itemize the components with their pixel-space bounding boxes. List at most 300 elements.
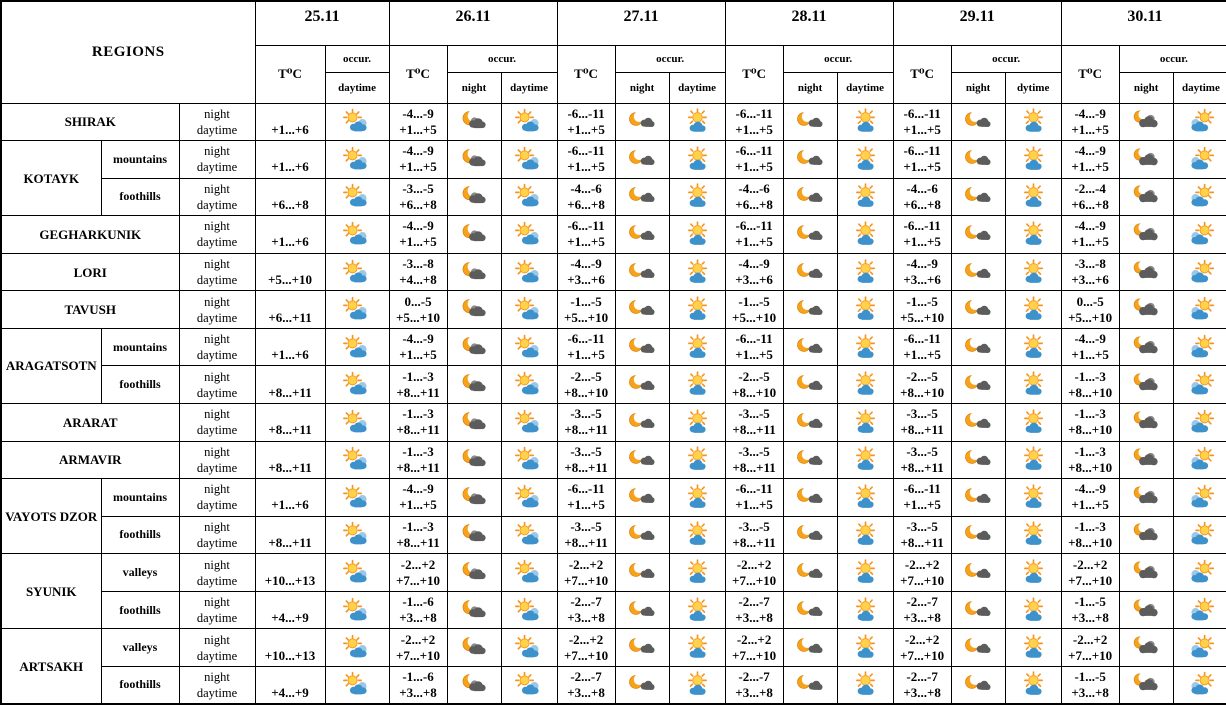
sun-clouds-icon bbox=[513, 671, 546, 698]
temp-29-11: -6...-11 +1...+5 bbox=[893, 328, 951, 366]
temp-29-11: -6...-11 +1...+5 bbox=[893, 479, 951, 517]
subregion-name: mountains bbox=[101, 328, 179, 366]
night-weather-cell bbox=[615, 366, 669, 404]
moon-cloud-icon bbox=[794, 484, 827, 511]
table-row bbox=[1, 291, 1226, 329]
time-of-day-labels: night daytime bbox=[179, 629, 255, 667]
temp-col-header: T⁰C bbox=[255, 45, 325, 103]
sun-clouds-icon bbox=[513, 146, 546, 173]
moon-cloud-icon bbox=[794, 409, 827, 436]
daytime-weather-cell bbox=[1173, 404, 1226, 442]
time-of-day-labels: night daytime bbox=[179, 666, 255, 704]
time-of-day-labels: night daytime bbox=[179, 366, 255, 404]
sun-clouds-2-icon bbox=[1184, 146, 1217, 173]
temp-26-11: -2...+2 +7...+10 bbox=[389, 554, 447, 592]
daytime-weather-cell bbox=[1173, 141, 1226, 179]
temp-28-11: -1...-5 +5...+10 bbox=[725, 291, 783, 329]
sun-cloud-icon bbox=[681, 409, 714, 436]
sun-clouds-2-icon bbox=[1184, 296, 1217, 323]
sun-cloud-icon bbox=[681, 296, 714, 323]
night-weather-cell bbox=[951, 291, 1005, 329]
cloud-moon-icon bbox=[1130, 371, 1163, 398]
temp-30-11: -1...-5 +3...+8 bbox=[1061, 666, 1119, 704]
temp-29-11: -2...-7 +3...+8 bbox=[893, 591, 951, 629]
sun-clouds-icon bbox=[341, 259, 374, 286]
night-weather-cell bbox=[447, 441, 501, 479]
sun-cloud-icon bbox=[849, 671, 882, 698]
night-weather-cell bbox=[615, 216, 669, 254]
temp-26-11: -1...-3 +8...+11 bbox=[389, 441, 447, 479]
occur-header: occur. bbox=[325, 45, 389, 72]
dates-row bbox=[1, 1, 1226, 45]
cloud-moon-icon bbox=[1130, 146, 1163, 173]
temp-29-11: -4...-9 +3...+6 bbox=[893, 253, 951, 291]
night-weather-cell bbox=[783, 591, 837, 629]
moon-cloud-icon bbox=[794, 296, 827, 323]
daytime-weather-cell bbox=[325, 404, 389, 442]
temp-28-11: -4...-9 +3...+6 bbox=[725, 253, 783, 291]
sun-clouds-icon bbox=[513, 521, 546, 548]
sun-clouds-icon bbox=[513, 108, 546, 135]
moon-cloud-overlap-icon bbox=[458, 559, 491, 586]
night-weather-cell bbox=[951, 253, 1005, 291]
temp-30-11: -1...-3 +8...+10 bbox=[1061, 441, 1119, 479]
sun-clouds-icon bbox=[341, 296, 374, 323]
daytime-weather-cell bbox=[669, 591, 725, 629]
night-weather-cell bbox=[951, 479, 1005, 517]
daytime-weather-cell bbox=[501, 554, 557, 592]
daytime-weather-cell bbox=[501, 366, 557, 404]
cloud-moon-icon bbox=[1130, 634, 1163, 661]
moon-cloud-icon bbox=[626, 409, 659, 436]
night-weather-cell bbox=[615, 554, 669, 592]
night-col-header: night bbox=[447, 72, 501, 103]
night-weather-cell bbox=[951, 554, 1005, 592]
temp-29-11: -2...+2 +7...+10 bbox=[893, 554, 951, 592]
time-of-day-labels: night daytime bbox=[179, 141, 255, 179]
night-weather-cell bbox=[615, 404, 669, 442]
daytime-weather-cell bbox=[501, 216, 557, 254]
daytime-weather-cell bbox=[669, 141, 725, 179]
night-weather-cell bbox=[783, 479, 837, 517]
sun-clouds-2-icon bbox=[1184, 183, 1217, 210]
night-weather-cell bbox=[447, 666, 501, 704]
daytime-weather-cell bbox=[1005, 253, 1061, 291]
cloud-moon-icon bbox=[1130, 597, 1163, 624]
sun-cloud-icon bbox=[1017, 671, 1050, 698]
sun-cloud-icon bbox=[1017, 108, 1050, 135]
temp-30-11: -4...-9 +1...+5 bbox=[1061, 479, 1119, 517]
moon-cloud-overlap-icon bbox=[458, 108, 491, 135]
night-weather-cell bbox=[1119, 666, 1173, 704]
temp-26-11: -4...-9 +1...+5 bbox=[389, 216, 447, 254]
temp-26-11: -4...-9 +1...+5 bbox=[389, 141, 447, 179]
sun-cloud-icon bbox=[849, 446, 882, 473]
temp-27-11: -2...-7 +3...+8 bbox=[557, 591, 615, 629]
daytime-weather-cell bbox=[669, 516, 725, 554]
daytime-weather-cell bbox=[325, 216, 389, 254]
daytime-weather-cell bbox=[669, 554, 725, 592]
cloud-moon-icon bbox=[1130, 334, 1163, 361]
night-weather-cell bbox=[447, 103, 501, 141]
temp-29-11: -4...-6 +6...+8 bbox=[893, 178, 951, 216]
daytime-weather-cell bbox=[501, 666, 557, 704]
sun-clouds-icon bbox=[513, 634, 546, 661]
region-name: VAYOTS DZOR bbox=[1, 479, 101, 554]
table-row bbox=[1, 103, 1226, 141]
sun-cloud-icon bbox=[1017, 146, 1050, 173]
daytime-weather-cell bbox=[325, 328, 389, 366]
date-header-25-11: 25.11 bbox=[255, 1, 389, 45]
sun-clouds-icon bbox=[513, 409, 546, 436]
region-name: SYUNIK bbox=[1, 554, 101, 629]
moon-cloud-icon bbox=[962, 221, 995, 248]
temp-26-11: -4...-9 +1...+5 bbox=[389, 479, 447, 517]
daytime-weather-cell bbox=[501, 404, 557, 442]
moon-cloud-overlap-icon bbox=[458, 371, 491, 398]
night-weather-cell bbox=[951, 178, 1005, 216]
night-weather-cell bbox=[447, 178, 501, 216]
temp-28-11: -2...-7 +3...+8 bbox=[725, 591, 783, 629]
night-weather-cell bbox=[783, 629, 837, 667]
sun-clouds-icon bbox=[341, 146, 374, 173]
daytime-col-header: daytime bbox=[837, 72, 893, 103]
temp-26-11: -1...-3 +8...+11 bbox=[389, 516, 447, 554]
moon-cloud-icon bbox=[794, 183, 827, 210]
cloud-moon-icon bbox=[1130, 446, 1163, 473]
moon-cloud-icon bbox=[794, 259, 827, 286]
temp-27-11: -6...-11 +1...+5 bbox=[557, 103, 615, 141]
daytime-weather-cell bbox=[1173, 441, 1226, 479]
sun-cloud-icon bbox=[1017, 521, 1050, 548]
moon-cloud-icon bbox=[626, 634, 659, 661]
daytime-weather-cell bbox=[1173, 216, 1226, 254]
sun-cloud-icon bbox=[849, 634, 882, 661]
date-header-28-11: 28.11 bbox=[725, 1, 893, 45]
daytime-col-header: daytime bbox=[325, 72, 389, 103]
night-weather-cell bbox=[1119, 291, 1173, 329]
cloud-moon-icon bbox=[1130, 183, 1163, 210]
subregion-name: mountains bbox=[101, 141, 179, 179]
sun-clouds-2-icon bbox=[1184, 409, 1217, 436]
night-weather-cell bbox=[951, 216, 1005, 254]
temp-25-11: +1...+6 bbox=[255, 479, 325, 517]
temp-30-11: -2...-4 +6...+8 bbox=[1061, 178, 1119, 216]
daytime-weather-cell bbox=[325, 441, 389, 479]
moon-cloud-icon bbox=[794, 446, 827, 473]
night-weather-cell bbox=[447, 328, 501, 366]
night-weather-cell bbox=[615, 441, 669, 479]
night-weather-cell bbox=[951, 591, 1005, 629]
night-weather-cell bbox=[951, 328, 1005, 366]
sun-cloud-icon bbox=[681, 559, 714, 586]
night-weather-cell bbox=[447, 366, 501, 404]
night-weather-cell bbox=[951, 516, 1005, 554]
temp-27-11: -3...-5 +8...+11 bbox=[557, 441, 615, 479]
temp-29-11: -3...-5 +8...+11 bbox=[893, 516, 951, 554]
night-weather-cell bbox=[783, 554, 837, 592]
moon-cloud-overlap-icon bbox=[458, 634, 491, 661]
time-of-day-labels: night daytime bbox=[179, 178, 255, 216]
moon-cloud-icon bbox=[794, 108, 827, 135]
daytime-weather-cell bbox=[501, 141, 557, 179]
temp-27-11: -2...-7 +3...+8 bbox=[557, 666, 615, 704]
region-name: SHIRAK bbox=[1, 103, 179, 141]
moon-cloud-icon bbox=[962, 484, 995, 511]
daytime-weather-cell bbox=[837, 178, 893, 216]
occur-header: occur. bbox=[447, 45, 557, 72]
daytime-weather-cell bbox=[837, 441, 893, 479]
daytime-weather-cell bbox=[1173, 328, 1226, 366]
moon-cloud-overlap-icon bbox=[458, 259, 491, 286]
sun-cloud-icon bbox=[849, 108, 882, 135]
night-weather-cell bbox=[1119, 103, 1173, 141]
sun-clouds-icon bbox=[341, 409, 374, 436]
temp-28-11: -2...+2 +7...+10 bbox=[725, 554, 783, 592]
daytime-weather-cell bbox=[501, 441, 557, 479]
moon-cloud-icon bbox=[794, 146, 827, 173]
daytime-weather-cell bbox=[1005, 666, 1061, 704]
table-row bbox=[1, 141, 1226, 179]
temp-30-11: -4...-9 +1...+5 bbox=[1061, 103, 1119, 141]
temp-26-11: 0...-5 +5...+10 bbox=[389, 291, 447, 329]
sun-cloud-icon bbox=[849, 221, 882, 248]
night-col-header: night bbox=[615, 72, 669, 103]
date-header-30-11: 30.11 bbox=[1061, 1, 1226, 45]
temp-25-11: +1...+6 bbox=[255, 328, 325, 366]
moon-cloud-icon bbox=[794, 221, 827, 248]
daytime-weather-cell bbox=[837, 591, 893, 629]
temp-30-11: -1...-3 +8...+10 bbox=[1061, 404, 1119, 442]
night-col-header: night bbox=[1119, 72, 1173, 103]
temp-27-11: -3...-5 +8...+11 bbox=[557, 516, 615, 554]
temp-30-11: -4...-9 +1...+5 bbox=[1061, 328, 1119, 366]
sun-cloud-icon bbox=[1017, 484, 1050, 511]
sun-clouds-icon bbox=[341, 183, 374, 210]
moon-cloud-icon bbox=[962, 559, 995, 586]
sun-clouds-icon bbox=[341, 597, 374, 624]
sun-cloud-icon bbox=[681, 634, 714, 661]
daytime-weather-cell bbox=[669, 441, 725, 479]
moon-cloud-overlap-icon bbox=[458, 446, 491, 473]
temp-25-11: +1...+6 bbox=[255, 216, 325, 254]
daytime-weather-cell bbox=[669, 629, 725, 667]
night-weather-cell bbox=[1119, 253, 1173, 291]
sun-clouds-2-icon bbox=[1184, 521, 1217, 548]
night-weather-cell bbox=[951, 666, 1005, 704]
sun-clouds-icon bbox=[513, 484, 546, 511]
temp-25-11: +1...+6 bbox=[255, 103, 325, 141]
table-row bbox=[1, 666, 1226, 704]
temp-27-11: -2...+2 +7...+10 bbox=[557, 554, 615, 592]
moon-cloud-icon bbox=[626, 371, 659, 398]
sun-clouds-2-icon bbox=[1184, 484, 1217, 511]
sun-cloud-icon bbox=[849, 597, 882, 624]
temp-27-11: -4...-9 +3...+6 bbox=[557, 253, 615, 291]
sun-cloud-icon bbox=[681, 446, 714, 473]
moon-cloud-icon bbox=[626, 484, 659, 511]
sun-cloud-icon bbox=[849, 521, 882, 548]
daytime-weather-cell bbox=[325, 141, 389, 179]
temp-27-11: -4...-6 +6...+8 bbox=[557, 178, 615, 216]
sun-cloud-icon bbox=[849, 334, 882, 361]
moon-cloud-overlap-icon bbox=[458, 296, 491, 323]
sun-cloud-icon bbox=[1017, 183, 1050, 210]
regions-header: REGIONS bbox=[1, 1, 255, 103]
night-col-header: night bbox=[951, 72, 1005, 103]
temp-28-11: -4...-6 +6...+8 bbox=[725, 178, 783, 216]
daytime-weather-cell bbox=[501, 516, 557, 554]
sun-clouds-icon bbox=[513, 259, 546, 286]
moon-cloud-icon bbox=[626, 334, 659, 361]
sun-clouds-2-icon bbox=[1184, 259, 1217, 286]
daytime-weather-cell bbox=[325, 666, 389, 704]
night-weather-cell bbox=[615, 629, 669, 667]
daytime-weather-cell bbox=[501, 103, 557, 141]
time-of-day-labels: night daytime bbox=[179, 441, 255, 479]
daytime-weather-cell bbox=[1173, 516, 1226, 554]
night-weather-cell bbox=[951, 441, 1005, 479]
night-weather-cell bbox=[615, 141, 669, 179]
time-of-day-labels: night daytime bbox=[179, 291, 255, 329]
daytime-weather-cell bbox=[669, 216, 725, 254]
daytime-weather-cell bbox=[1005, 441, 1061, 479]
moon-cloud-icon bbox=[794, 634, 827, 661]
daytime-weather-cell bbox=[669, 666, 725, 704]
daytime-weather-cell bbox=[1173, 178, 1226, 216]
temp-28-11: -6...-11 +1...+5 bbox=[725, 216, 783, 254]
daytime-weather-cell bbox=[325, 479, 389, 517]
temp-27-11: -1...-5 +5...+10 bbox=[557, 291, 615, 329]
temp-28-11: -6...-11 +1...+5 bbox=[725, 103, 783, 141]
daytime-weather-cell bbox=[669, 103, 725, 141]
temp-25-11: +5...+10 bbox=[255, 253, 325, 291]
night-weather-cell bbox=[615, 291, 669, 329]
subregion-name: foothills bbox=[101, 516, 179, 554]
daytime-weather-cell bbox=[837, 516, 893, 554]
daytime-weather-cell bbox=[1173, 629, 1226, 667]
temp-25-11: +8...+11 bbox=[255, 441, 325, 479]
moon-cloud-icon bbox=[794, 559, 827, 586]
sun-cloud-icon bbox=[1017, 296, 1050, 323]
daytime-weather-cell bbox=[1173, 591, 1226, 629]
temp-25-11: +10...+13 bbox=[255, 629, 325, 667]
daytime-weather-cell bbox=[1005, 554, 1061, 592]
sun-clouds-icon bbox=[341, 371, 374, 398]
table-row bbox=[1, 629, 1226, 667]
moon-cloud-icon bbox=[626, 146, 659, 173]
daytime-weather-cell bbox=[1173, 291, 1226, 329]
time-of-day-labels: night daytime bbox=[179, 591, 255, 629]
temp-27-11: -6...-11 +1...+5 bbox=[557, 216, 615, 254]
date-header-26-11: 26.11 bbox=[389, 1, 557, 45]
sun-cloud-icon bbox=[1017, 221, 1050, 248]
table-row bbox=[1, 366, 1226, 404]
temp-30-11: -4...-9 +1...+5 bbox=[1061, 141, 1119, 179]
temp-25-11: +10...+13 bbox=[255, 554, 325, 592]
sun-clouds-2-icon bbox=[1184, 446, 1217, 473]
daytime-weather-cell bbox=[325, 366, 389, 404]
date-header-27-11: 27.11 bbox=[557, 1, 725, 45]
moon-cloud-overlap-icon bbox=[458, 183, 491, 210]
night-weather-cell bbox=[615, 178, 669, 216]
sun-cloud-icon bbox=[849, 146, 882, 173]
daytime-weather-cell bbox=[837, 479, 893, 517]
night-weather-cell bbox=[615, 253, 669, 291]
moon-cloud-icon bbox=[962, 671, 995, 698]
sun-clouds-icon bbox=[341, 634, 374, 661]
sun-clouds-2-icon bbox=[1184, 671, 1217, 698]
temp-25-11: +8...+11 bbox=[255, 404, 325, 442]
time-of-day-labels: night daytime bbox=[179, 479, 255, 517]
sun-clouds-icon bbox=[341, 559, 374, 586]
temp-30-11: -3...-8 +3...+6 bbox=[1061, 253, 1119, 291]
sun-clouds-2-icon bbox=[1184, 221, 1217, 248]
cloud-moon-icon bbox=[1130, 409, 1163, 436]
temp-25-11: +4...+9 bbox=[255, 591, 325, 629]
moon-cloud-icon bbox=[626, 671, 659, 698]
daytime-weather-cell bbox=[325, 253, 389, 291]
temp-26-11: -2...+2 +7...+10 bbox=[389, 629, 447, 667]
table-row bbox=[1, 441, 1226, 479]
night-weather-cell bbox=[615, 479, 669, 517]
daytime-weather-cell bbox=[1005, 216, 1061, 254]
daytime-weather-cell bbox=[1005, 141, 1061, 179]
temp-29-11: -1...-5 +5...+10 bbox=[893, 291, 951, 329]
subregion-name: valleys bbox=[101, 554, 179, 592]
daytime-col-header: daytime bbox=[1173, 72, 1226, 103]
subregion-name: foothills bbox=[101, 366, 179, 404]
temp-30-11: -1...-5 +3...+8 bbox=[1061, 591, 1119, 629]
daytime-weather-cell bbox=[837, 216, 893, 254]
moon-cloud-overlap-icon bbox=[458, 334, 491, 361]
temp-26-11: -1...-6 +3...+8 bbox=[389, 591, 447, 629]
sun-clouds-icon bbox=[513, 334, 546, 361]
sun-clouds-icon bbox=[513, 559, 546, 586]
subregion-name: foothills bbox=[101, 178, 179, 216]
daytime-weather-cell bbox=[1005, 591, 1061, 629]
moon-cloud-icon bbox=[962, 259, 995, 286]
daytime-weather-cell bbox=[501, 328, 557, 366]
region-name: KOTAYK bbox=[1, 141, 101, 216]
daytime-weather-cell bbox=[837, 141, 893, 179]
daytime-weather-cell bbox=[1005, 366, 1061, 404]
daytime-weather-cell bbox=[669, 178, 725, 216]
temp-27-11: -2...-5 +8...+10 bbox=[557, 366, 615, 404]
region-name: TAVUSH bbox=[1, 291, 179, 329]
temp-25-11: +6...+8 bbox=[255, 178, 325, 216]
sun-cloud-icon bbox=[1017, 446, 1050, 473]
night-weather-cell bbox=[1119, 366, 1173, 404]
night-weather-cell bbox=[447, 291, 501, 329]
occur-header: occur. bbox=[951, 45, 1061, 72]
daytime-weather-cell bbox=[1173, 253, 1226, 291]
table-row bbox=[1, 591, 1226, 629]
sun-clouds-icon bbox=[513, 296, 546, 323]
daytime-weather-cell bbox=[501, 591, 557, 629]
table-row bbox=[1, 554, 1226, 592]
daytime-weather-cell bbox=[1173, 103, 1226, 141]
region-name: LORI bbox=[1, 253, 179, 291]
night-weather-cell bbox=[615, 591, 669, 629]
daytime-weather-cell bbox=[1005, 103, 1061, 141]
daytime-col-header: daytime bbox=[501, 72, 557, 103]
temp-28-11: -6...-11 +1...+5 bbox=[725, 141, 783, 179]
region-name: GEGHARKUNIK bbox=[1, 216, 179, 254]
temp-col-header: T⁰C bbox=[389, 45, 447, 103]
sun-cloud-icon bbox=[1017, 559, 1050, 586]
night-weather-cell bbox=[1119, 216, 1173, 254]
